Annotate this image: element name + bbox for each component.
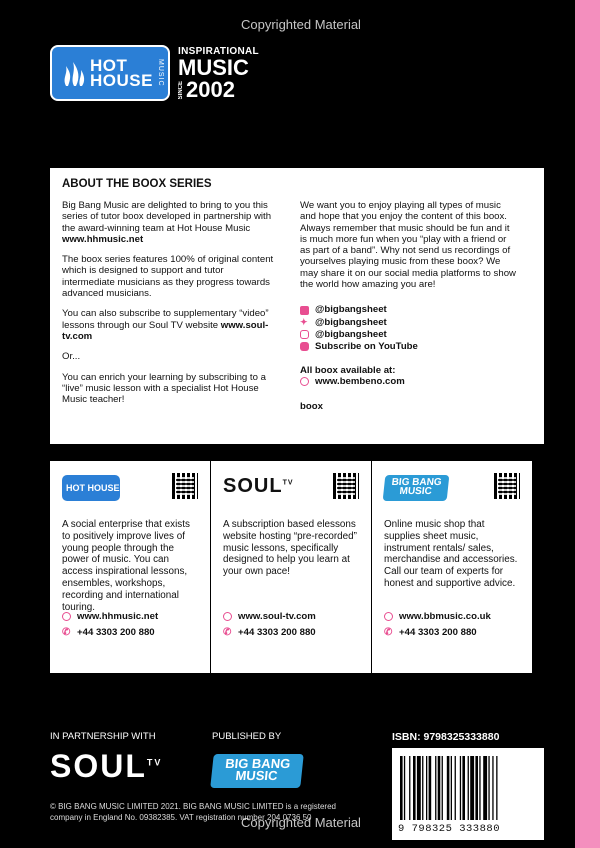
globe-icon (223, 612, 232, 621)
logo-house: HOUSE (90, 71, 153, 90)
logo-music: MUSIC (156, 59, 164, 87)
phone-icon: ✆ (62, 627, 71, 638)
facebook-icon (300, 306, 309, 315)
instagram-icon (300, 330, 309, 339)
qr-code-icon (172, 473, 198, 499)
big-bang-logo: BIG BANG MUSIC (383, 475, 450, 501)
phone-icon: ✆ (384, 627, 393, 638)
big-bang-phone[interactable]: ✆ +44 3303 200 880 (384, 627, 477, 638)
footer-soul-logo: $SOUL^{TV}$ (50, 748, 163, 784)
tag-since: SINCE (178, 80, 184, 100)
twitter-icon: ✦ (300, 316, 308, 327)
hhmusic-web-link[interactable]: www.hhmusic.net (62, 611, 158, 622)
isbn-label: ISBN: 9798325333880 (392, 731, 500, 743)
globe-icon (384, 612, 393, 621)
social-facebook[interactable]: @bigbangsheet (300, 304, 516, 315)
about-left-column (62, 200, 278, 414)
logo-hot: HOT (90, 56, 128, 75)
hot-house-phone[interactable]: ✆ +44 3303 200 880 (62, 627, 155, 638)
watermark-top: Copyrighted Material (241, 17, 361, 32)
boox-label: boox (300, 401, 323, 413)
social-youtube[interactable]: Subscribe on YouTube (300, 341, 516, 352)
footer-big-bang-logo: BIG BANG MUSIC (210, 754, 304, 788)
phone-icon: ✆ (223, 627, 232, 638)
about-right-column (300, 200, 516, 414)
about-content: The boox series features 100% of original content which is designed to support and tutor intermediate musicians as they progress towards advanced musicians. (62, 254, 274, 300)
barcode (392, 748, 544, 840)
hhmusic-link[interactable]: www.hhmusic.net (62, 233, 144, 245)
big-bang-description: Online music shop that supplies sheet music, instrument rentals/ sales, merchandise and accessories. Call our team of experts for honest and supportive advice. (384, 519, 518, 589)
hot-house-card (50, 461, 210, 673)
soul-tv-phone[interactable]: ✆ +44 3303 200 880 (223, 627, 316, 638)
about-or: Or... (62, 351, 81, 363)
barcode-bars (400, 756, 536, 820)
social-twitter[interactable]: ✦ @bigbangsheet (300, 316, 387, 328)
partnership-label: IN PARTNERSHIP WITH (50, 731, 156, 742)
about-intro: Big Bang Music are delighted to bring to you this series of tutor boox developed in partnership with the award-winning team at Hot House Music www.hhmusic.net (62, 200, 272, 245)
legal-notice: © BIG BANG MUSIC LIMITED 2021. BIG BANG MUSIC LIMITED is a registered company in England No. 09382385. VAT registration number 204 0736 50 (50, 802, 336, 822)
qr-code-icon (494, 473, 520, 499)
available-label: All boox available at: (300, 364, 396, 376)
hot-house-description: A social enterprise that exists to positively improve lives of young people through the power of music. You can access inspirational lessons, ensembles, workshops, recording and international touring. (62, 519, 190, 613)
soultv-web-link[interactable]: www.soul-tv.com (223, 611, 316, 622)
bembeno-link[interactable]: www.bembeno.com (300, 376, 516, 387)
globe-icon (300, 377, 309, 386)
soultv-link[interactable]: www.soul-tv.com (62, 319, 269, 342)
about-enjoy: We want you to enjoy playing all types of music and hope that you enjoy the content of this boox. Always remember that music should be fun and it is much more fun when you “play with a friend or as part of a band”. Why not send us recordings of yourselves playing music from these boox? We may share it on our social media platforms to show the world how amazing you are! (300, 200, 516, 291)
social-instagram[interactable]: @bigbangsheet (300, 329, 516, 340)
about-video: You can also subscribe to supplementary “video” lessons through our Soul TV website www.soul-tv.com (62, 308, 269, 342)
published-label: PUBLISHED BY (212, 731, 282, 742)
about-live: You can enrich your learning by subscribing to a “live” music lesson with a specialist Hot House Music teacher! (62, 371, 266, 406)
pink-side-strip (575, 0, 600, 848)
watermark-bottom: Copyrighted Material (241, 815, 361, 830)
tag-music: MUSIC (178, 55, 249, 80)
soul-tv-logo: $SOUL^{TV}$ (223, 475, 294, 497)
hot-house-mini-logo: HOT HOUSE (62, 475, 120, 501)
soul-tv-description: A subscription based elessons website hosting “pre-recorded” music lessons, specifically designed to help you learn at your own pace! (223, 519, 357, 578)
hot-house-wordmark (90, 58, 153, 88)
qr-code-icon (333, 473, 359, 499)
big-bang-card (372, 461, 532, 673)
tag-inspirational: INSPIRATIONAL (178, 46, 259, 57)
flame-icon (60, 58, 86, 88)
barcode-number: 9 798325 333880 (398, 823, 501, 835)
about-box (50, 168, 544, 444)
bbmusic-web-link[interactable]: www.bbmusic.co.uk (384, 611, 491, 622)
soul-tv-card (211, 461, 371, 673)
globe-icon (62, 612, 71, 621)
hot-house-logo (50, 45, 170, 101)
tag-year: 2002 (186, 77, 235, 102)
header-tagline (178, 46, 259, 101)
about-title: ABOUT THE BOOX SERIES (62, 178, 212, 190)
youtube-icon (300, 342, 309, 351)
